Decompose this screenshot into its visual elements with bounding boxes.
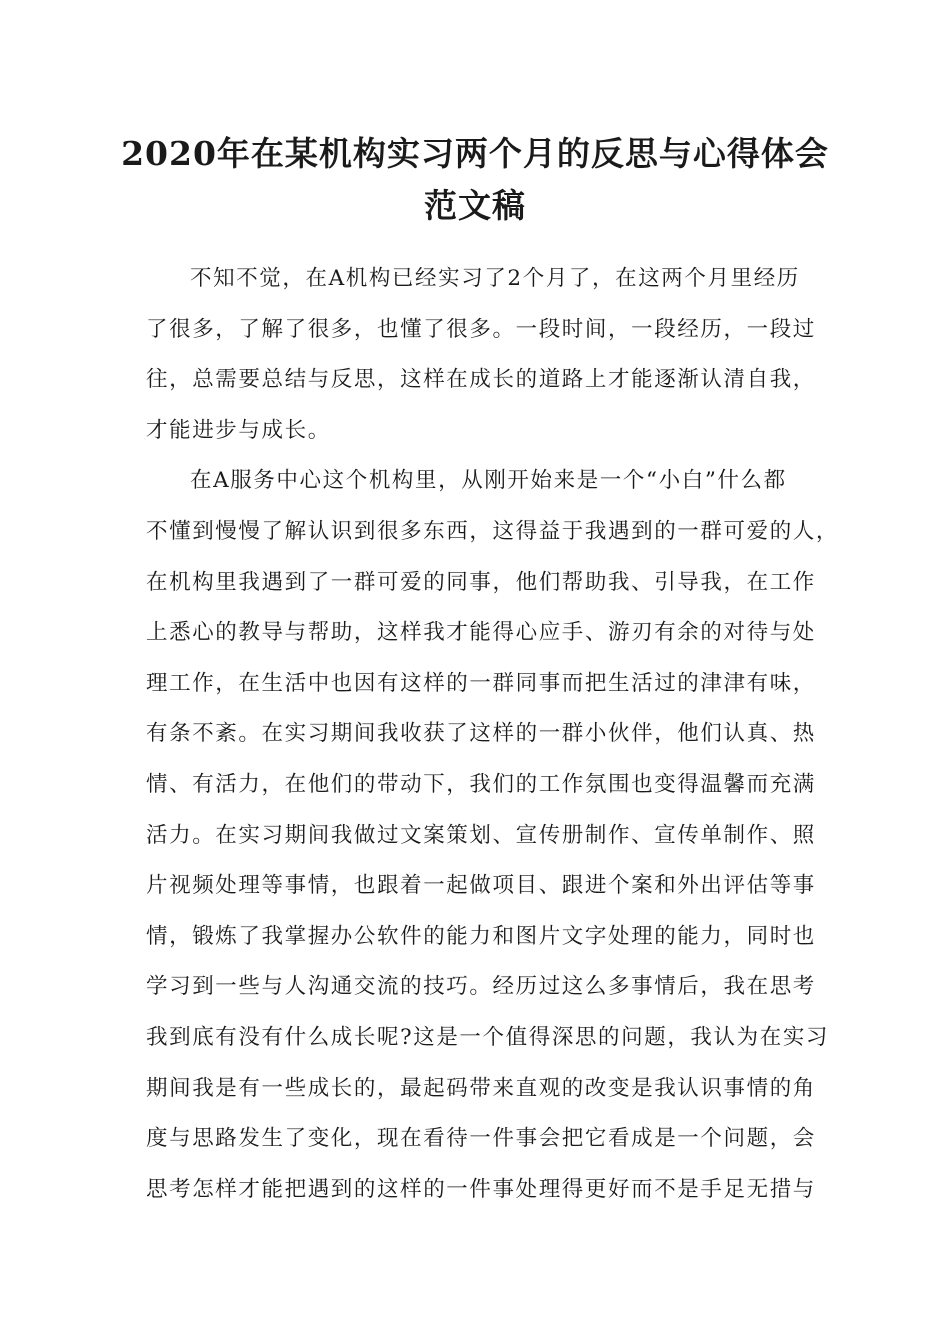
paragraph-line: 有条不紊。在实习期间我收获了这样的一群小伙伴，他们认真、热 (146, 721, 816, 747)
paragraph-2 (146, 456, 840, 1215)
paragraph-line: 情，锻炼了我掌握办公软件的能力和图片文字处理的能力，同时也 (146, 923, 816, 949)
paragraph-line: 在A服务中心这个机构里，从刚开始来是一个“小白”什么都 (190, 468, 787, 494)
paragraph-line: 我到底有没有什么成长呢?这是一个值得深思的问题，我认为在实习 (146, 1024, 830, 1050)
paragraph-line: 度与思路发生了变化，现在看待一件事会把它看成是一个问题，会 (146, 1126, 816, 1152)
paragraph-line: 片视频处理等事情，也跟着一起做项目、跟进个案和外出评估等事 (146, 873, 816, 899)
paragraph-line: 上悉心的教导与帮助，这样我才能得心应手、游刃有余的对待与处 (146, 620, 816, 646)
paragraph-line: 了很多，了解了很多，也懂了很多。一段时间，一段经历，一段过 (146, 316, 816, 342)
paragraph-line: 情、有活力，在他们的带动下，我们的工作氛围也变得温馨而充满 (146, 771, 816, 797)
paragraph-line: 期间我是有一些成长的，最起码带来直观的改变是我认识事情的角 (146, 1075, 816, 1101)
title-line-1: 2020年在某机构实习两个月的反思与心得体会 (121, 134, 829, 173)
paragraph-line: 学习到一些与人沟通交流的技巧。经历过这么多事情后，我在思考 (146, 974, 816, 1000)
paragraph-line: 思考怎样才能把遇到的这样的一件事处理得更好而不是手足无措与 (146, 1176, 816, 1202)
paragraph-1 (146, 254, 816, 456)
paragraph-line: 不懂到慢慢了解认识到很多东西，这得益于我遇到的一群可爱的人， (146, 518, 840, 544)
paragraph-line: 才能进步与成长。 (146, 417, 331, 443)
paragraph-line: 理工作，在生活中也因有这样的一群同事而把生活过的津津有味， (146, 670, 816, 696)
title-line-2: 范文稿 (424, 186, 526, 225)
paragraph-line: 往，总需要总结与反思，这样在成长的道路上才能逐渐认清自我， (146, 367, 816, 393)
paragraph-line: 不知不觉，在A机构已经实习了2个月了，在这两个月里经历 (190, 266, 800, 291)
document-body (146, 254, 840, 1215)
paragraph-line: 在机构里我遇到了一群可爱的同事，他们帮助我、引导我，在工作 (146, 569, 816, 595)
paragraph-line: 活力。在实习期间我做过文案策划、宣传册制作、宣传单制作、照 (146, 822, 816, 848)
document-title (120, 128, 830, 232)
